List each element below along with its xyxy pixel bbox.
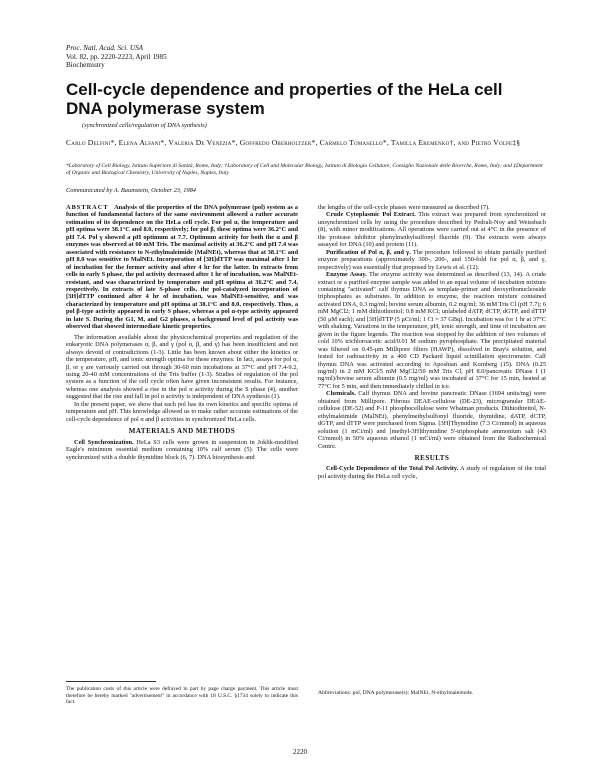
chem-text: Calf thymus DNA and bovine pancreatic DNase (1694 units/mg) were obtained from Millipore. Fibrous DEAE-cellulose (DE-23), microgranular DEAE-cellulose (DE-52) and P-11 phosphocellulose were Whatman products. Dithiothreitol, N-ethylmaleimide (MalNEt), phenylmethylsulfonyl fluoride, thymidine, dATP, dCTP, dGTP, and dTTP were purchased from Sigma. [3H]Thymidine (7.3 Ci/mmol) in aqueous solution (1 mCi/ml) and [methyl-3H]thymidine 5'-triphosphate ammonium salt (43 Ci/mmol) in 50% aqueous ethanol (1 mCi/ml) were obtained from the Radiochemical Centre. <box>318 390 546 450</box>
right-column <box>318 204 546 480</box>
enzyme-text: The enzyme activity was determined as described (13, 14). A crude extract or a purified enzyme sample was added to an equal volume of incubation mixture containing "activated" calf thymus DNA as template-primer and deoxyribonucleoside triphosphates as substrates. In addition to enzyme, the reaction mixture contained activated DNA, 0.3 mg/ml; bovine serum albumin, 0.2 mg/ml; 36 mM Tris Cl (pH 7.7); 6 mM MgCl2; 1 mM dithiothreitol; 0.8 mM KCl; unlabeled dATP, dCTP, dGTP, and dTTP (50 μM each); and [3H]dTTP (5 μCi/ml; 1 Ci = 37 GBq). Incubation was for 1 hr at 37°C with shaking. Variations in the temperature, pH, ionic strength, and time of incubation are given in the figure legends. The reaction was stopped by the addition of two volumes of cold 10% trichloroacetic acid/0.01 M sodium pyrophosphate. The precipitated material was filtered on 0.45-μm Millipore filters (HAWP), dissolved in Bray's solution, and tested for radioactivity in a 460 CD Packard liquid scintillation spectrometer. Calf thymus DNA was activated according to Aposhian and Kornberg (15). DNA (0.25 mg/ml) in 2 mM KCl/5 mM MgCl2/50 mM Tris Cl, pH 8.0/pancreatic DNase I (1 ng/ml)/bovine serum albumin (0.5 mg/ml) was incubated at 37°C for 15 min, heated at 77°C for 5 min, and then immediately chilled in ice. <box>318 271 546 390</box>
results-heading: RESULTS <box>414 453 450 462</box>
crude-paragraph <box>318 211 546 248</box>
journal-name: Proc. Natl. Acad. Sci. USA <box>66 44 144 52</box>
intro-paragraph-2: In the present paper, we show that each pol has its own kinetics and specific optima of temperature and pH. This knowledge allowed us to make rather accurate estimations of the cell-cycle dependence of pol α and β activities in synchronized HeLa cells. <box>66 400 298 423</box>
sync-text: HeLa S3 cells were grown in suspension in Joklik-modified Eagle's minimum essential medium containing 10% calf serum (5). The cells were synchronized with a double thymidine block (6, 7). DNA biosynthesis and <box>66 438 298 461</box>
purif-paragraph <box>318 249 546 271</box>
purif-head: Purification of Pol α, β, and γ. <box>326 248 411 256</box>
enzyme-head: Enzyme Assay. <box>326 271 367 279</box>
footnote-left: The publication costs of this article were defrayed in part by page charge payment. This article must therefore be hereby marked "advertisement" in accordance with 18 U.S.C. §1734 solely to indicate this fact. <box>66 686 298 706</box>
keywords: (synchronized cells/regulation of DNA synthesis) <box>82 122 207 129</box>
footnote-right: Abbreviations: pol, DNA polymerase(s); MalNEt, N-ethylmaleimide. <box>318 690 474 696</box>
footnote-rule <box>66 681 156 682</box>
right-intro: the lengths of the cell-cycle phases were measured as described (7). <box>318 204 490 211</box>
journal-section: Biochemistry <box>66 61 105 70</box>
intro-paragraph-1: The information available about the physicochemical properties and regulation of the eukaryotic DNA polymerases α, β, and γ (pol α, β, and γ) has been insufficient and not always devoid of contradictions (1-3). Little has been known about either the kinetics or the temperature, pH, and ionic strength optima for these enzymes. In fact, assays for pol α, β, or γ are variously carried out through 30-60 min incubations at 37°C and pH 7.4-9.2, using 20-40 mM concentrations of the Tris buffer (1-3). Studies of regulation of the pol system as a function of the cell cycle often have given inconsistent results. For instance, whereas one analysis showed a rise in the pol α activity during the S phase (4), another suggested that the rise and fall in pol α activity is independent of DNA synthesis (1). <box>66 333 298 401</box>
left-column <box>66 204 298 461</box>
communicated-by: Communicated by A. Baumstein, October 23, 1984 <box>66 187 196 194</box>
results-paragraph <box>318 465 546 480</box>
chem-paragraph <box>318 390 546 450</box>
sync-paragraph <box>66 439 298 461</box>
paper-title: Cell-cycle dependence and properties of the HeLa cell DNA polymerase system <box>66 80 503 118</box>
purif-text: The procedure followed to obtain partially purified enzyme preparations (approximately 300-, 200-, and 150-fold for pol α, β, and γ, respectively) was essentially that proposed by Lewis et al. (12). <box>318 248 546 271</box>
journal-volume: Vol. 82, pp. 2220-2223, April 1985 <box>66 52 167 61</box>
results-text: A study of regulation of the total pol activity during the HeLa cell cycle, <box>318 465 546 480</box>
page-number: 2220 <box>293 748 307 756</box>
sync-head: Cell Synchronization. <box>74 438 134 446</box>
enzyme-paragraph <box>318 271 546 390</box>
abstract <box>66 204 298 331</box>
affiliations: *Laboratory of Cell Biology, Istituto Superiore di Sanità, Rome, Italy; †Laboratory of Cell and Molecular Biology, Istituto di Biologia Cellulare, Consiglio Nazionale delle Ricerche, Rome, Italy; and ‡Department of Organic and Biological Chemistry, University of Naples, Naples, Italy <box>66 163 543 176</box>
results-head: Cell-Cycle Dependence of the Total Pol Activity. <box>326 465 459 473</box>
crude-text: This extract was prepared from synchronized or unsynchronized cells by using the procedure described by Pedrali-Noy and Weissbach (8), with minor modifications. All operations were carried out at 4°C in the presence of the protease inhibitor phenylmethylsulfonyl fluoride (9). The extracts were always assayed for DNA (10) and protein (11). <box>318 211 546 249</box>
abstract-label: ABSTRACT <box>66 204 109 211</box>
abstract-text: Analysis of the properties of the DNA polymerase (pol) system as a function of fundamental factors of the same environment allowed a rather accurate estimation of its dependence on the HeLa cell cycle. For pol α, the temperature and pH optima were 38.1°C and 8.0, respectively; for pol β, these optima were 36.2°C and pH 7.4. Pol γ showed a pH optimum at 7.7. Optimum activity for both the α and β enzymes was observed at 60 mM Tris. The maximal activity at 36.2°C and pH 7.4 was associated with resistance to N-ethylmaleimide (MalNEt), whereas that at 38.1°C and pH 8.0 was sensitive to MalNEt. Incorporation of [3H]dTTP was maximal after 1 hr of incubation for the former activity and after 4 hr for the latter. In extracts from cells in early S phase, the pol activity decreased after 1 hr of incubation, was MalNEt-resistant, and was characterized by temperature and pH optima at 36.2°C and 7.4, respectively. In extracts of late S-phase cells, the pol-catalyzed incorporation of [3H]dTTP continued after 4 hr of incubation, was MalNEt-sensitive, and was characterized by temperature and pH optima at 38.1°C and 8.0, respectively. Thus, a pol β-type activity appeared in early S phase, whereas a pol α-type activity appeared in late S. During the G1, M, and G2 phases, a background level of pol activity was observed that showed intermediate kinetic properties. <box>66 204 298 331</box>
journal-header <box>66 44 167 70</box>
methods-heading: MATERIALS AND METHODS <box>128 427 236 436</box>
author-list: Carlo Delfini*, Elena Alfani*, Valeria De Venezia*, Goffredo Oberholtzer*, Carmelo Tomasello*, Tamilla Eremenko†, and Pietro Volpe‡§ <box>66 138 521 147</box>
crude-head: Crude Cytoplasmic Pol Extract. <box>326 211 416 219</box>
chem-head: Chemicals. <box>326 390 356 398</box>
